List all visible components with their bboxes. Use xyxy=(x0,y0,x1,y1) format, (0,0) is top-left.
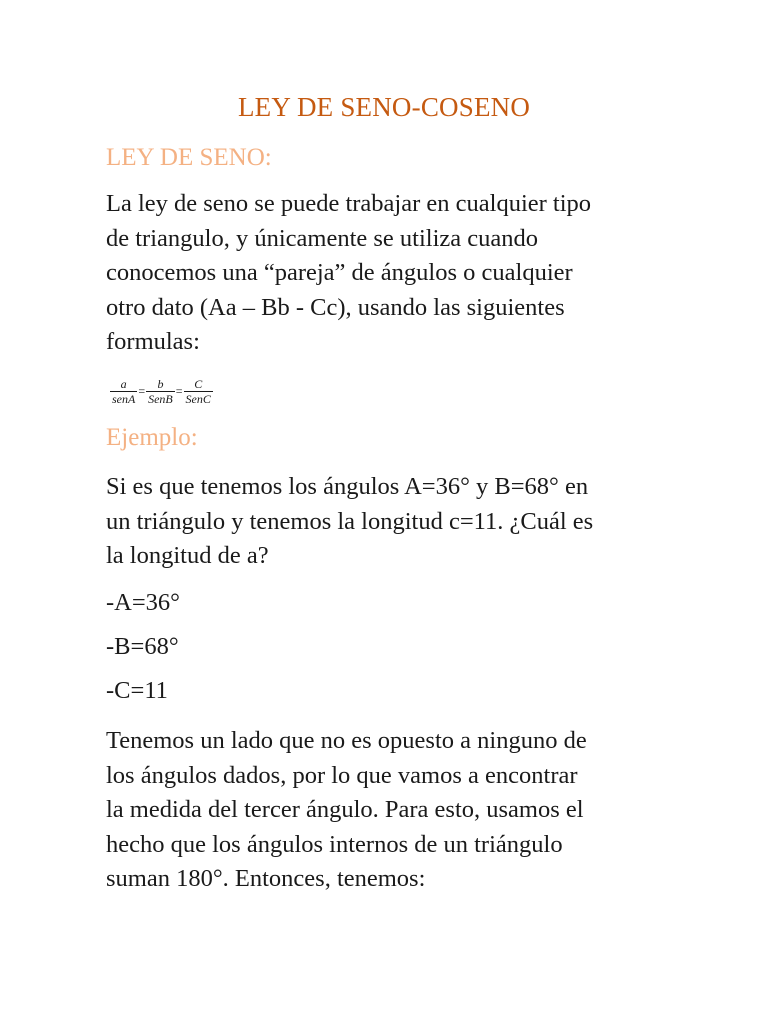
given-angle-a xyxy=(106,586,666,621)
intro-paragraph xyxy=(106,187,666,360)
paragraph-line: la medida del tercer ángulo. Para esto, usamos el xyxy=(106,796,584,823)
formula-fraction xyxy=(184,377,213,407)
given-side-c xyxy=(106,674,666,709)
paragraph-line: otro dato (Aa – Bb - Cc), usando las siguientes xyxy=(106,293,565,321)
given-value: -B=68° xyxy=(106,633,179,660)
heading-ejemplo: Ejemplo: xyxy=(106,424,198,451)
fraction-denominator: SenB xyxy=(148,392,173,406)
given-value: -A=36° xyxy=(106,589,180,616)
paragraph-line: Si es que tenemos los ángulos A=36° y B=68° en xyxy=(106,473,589,500)
explanation-paragraph xyxy=(106,724,666,897)
document-title: LEY DE SENO-COSENO xyxy=(237,92,531,122)
formula-fraction xyxy=(146,377,175,407)
fraction-numerator: C xyxy=(194,377,203,391)
fraction-denominator: senA xyxy=(112,392,136,406)
fraction-denominator: SenC xyxy=(185,392,211,406)
paragraph-line: los ángulos dados, por lo que vamos a encontrar xyxy=(106,761,578,789)
fraction-numerator: b xyxy=(157,377,164,391)
fraction-numerator: a xyxy=(120,377,127,391)
paragraph-line: de triangulo, y únicamente se utiliza cuando xyxy=(106,224,539,252)
formula-fraction xyxy=(110,377,137,407)
paragraph-line: suman 180°. Entonces, tenemos: xyxy=(106,865,426,892)
law-of-sines-formula xyxy=(110,372,213,412)
given-value: -C=11 xyxy=(106,677,168,704)
paragraph-line: la longitud de a? xyxy=(106,542,269,569)
paragraph-line: formulas: xyxy=(106,328,200,355)
equals-sign: = xyxy=(175,383,183,398)
given-angle-b xyxy=(106,630,666,665)
paragraph-line: Tenemos un lado que no es opuesto a ninguno de xyxy=(106,727,587,754)
example-question xyxy=(106,470,666,574)
heading-ley-de-seno: LEY DE SENO: xyxy=(106,144,272,171)
equals-sign: = xyxy=(138,383,146,398)
paragraph-line: La ley de seno se puede trabajar en cualquier tipo xyxy=(106,190,592,217)
paragraph-line: un triángulo y tenemos la longitud c=11. ¿Cuál es xyxy=(106,507,594,535)
paragraph-line: conocemos una “pareja” de ángulos o cualquier xyxy=(106,259,573,286)
paragraph-line: hecho que los ángulos internos de un triángulo xyxy=(106,830,563,858)
